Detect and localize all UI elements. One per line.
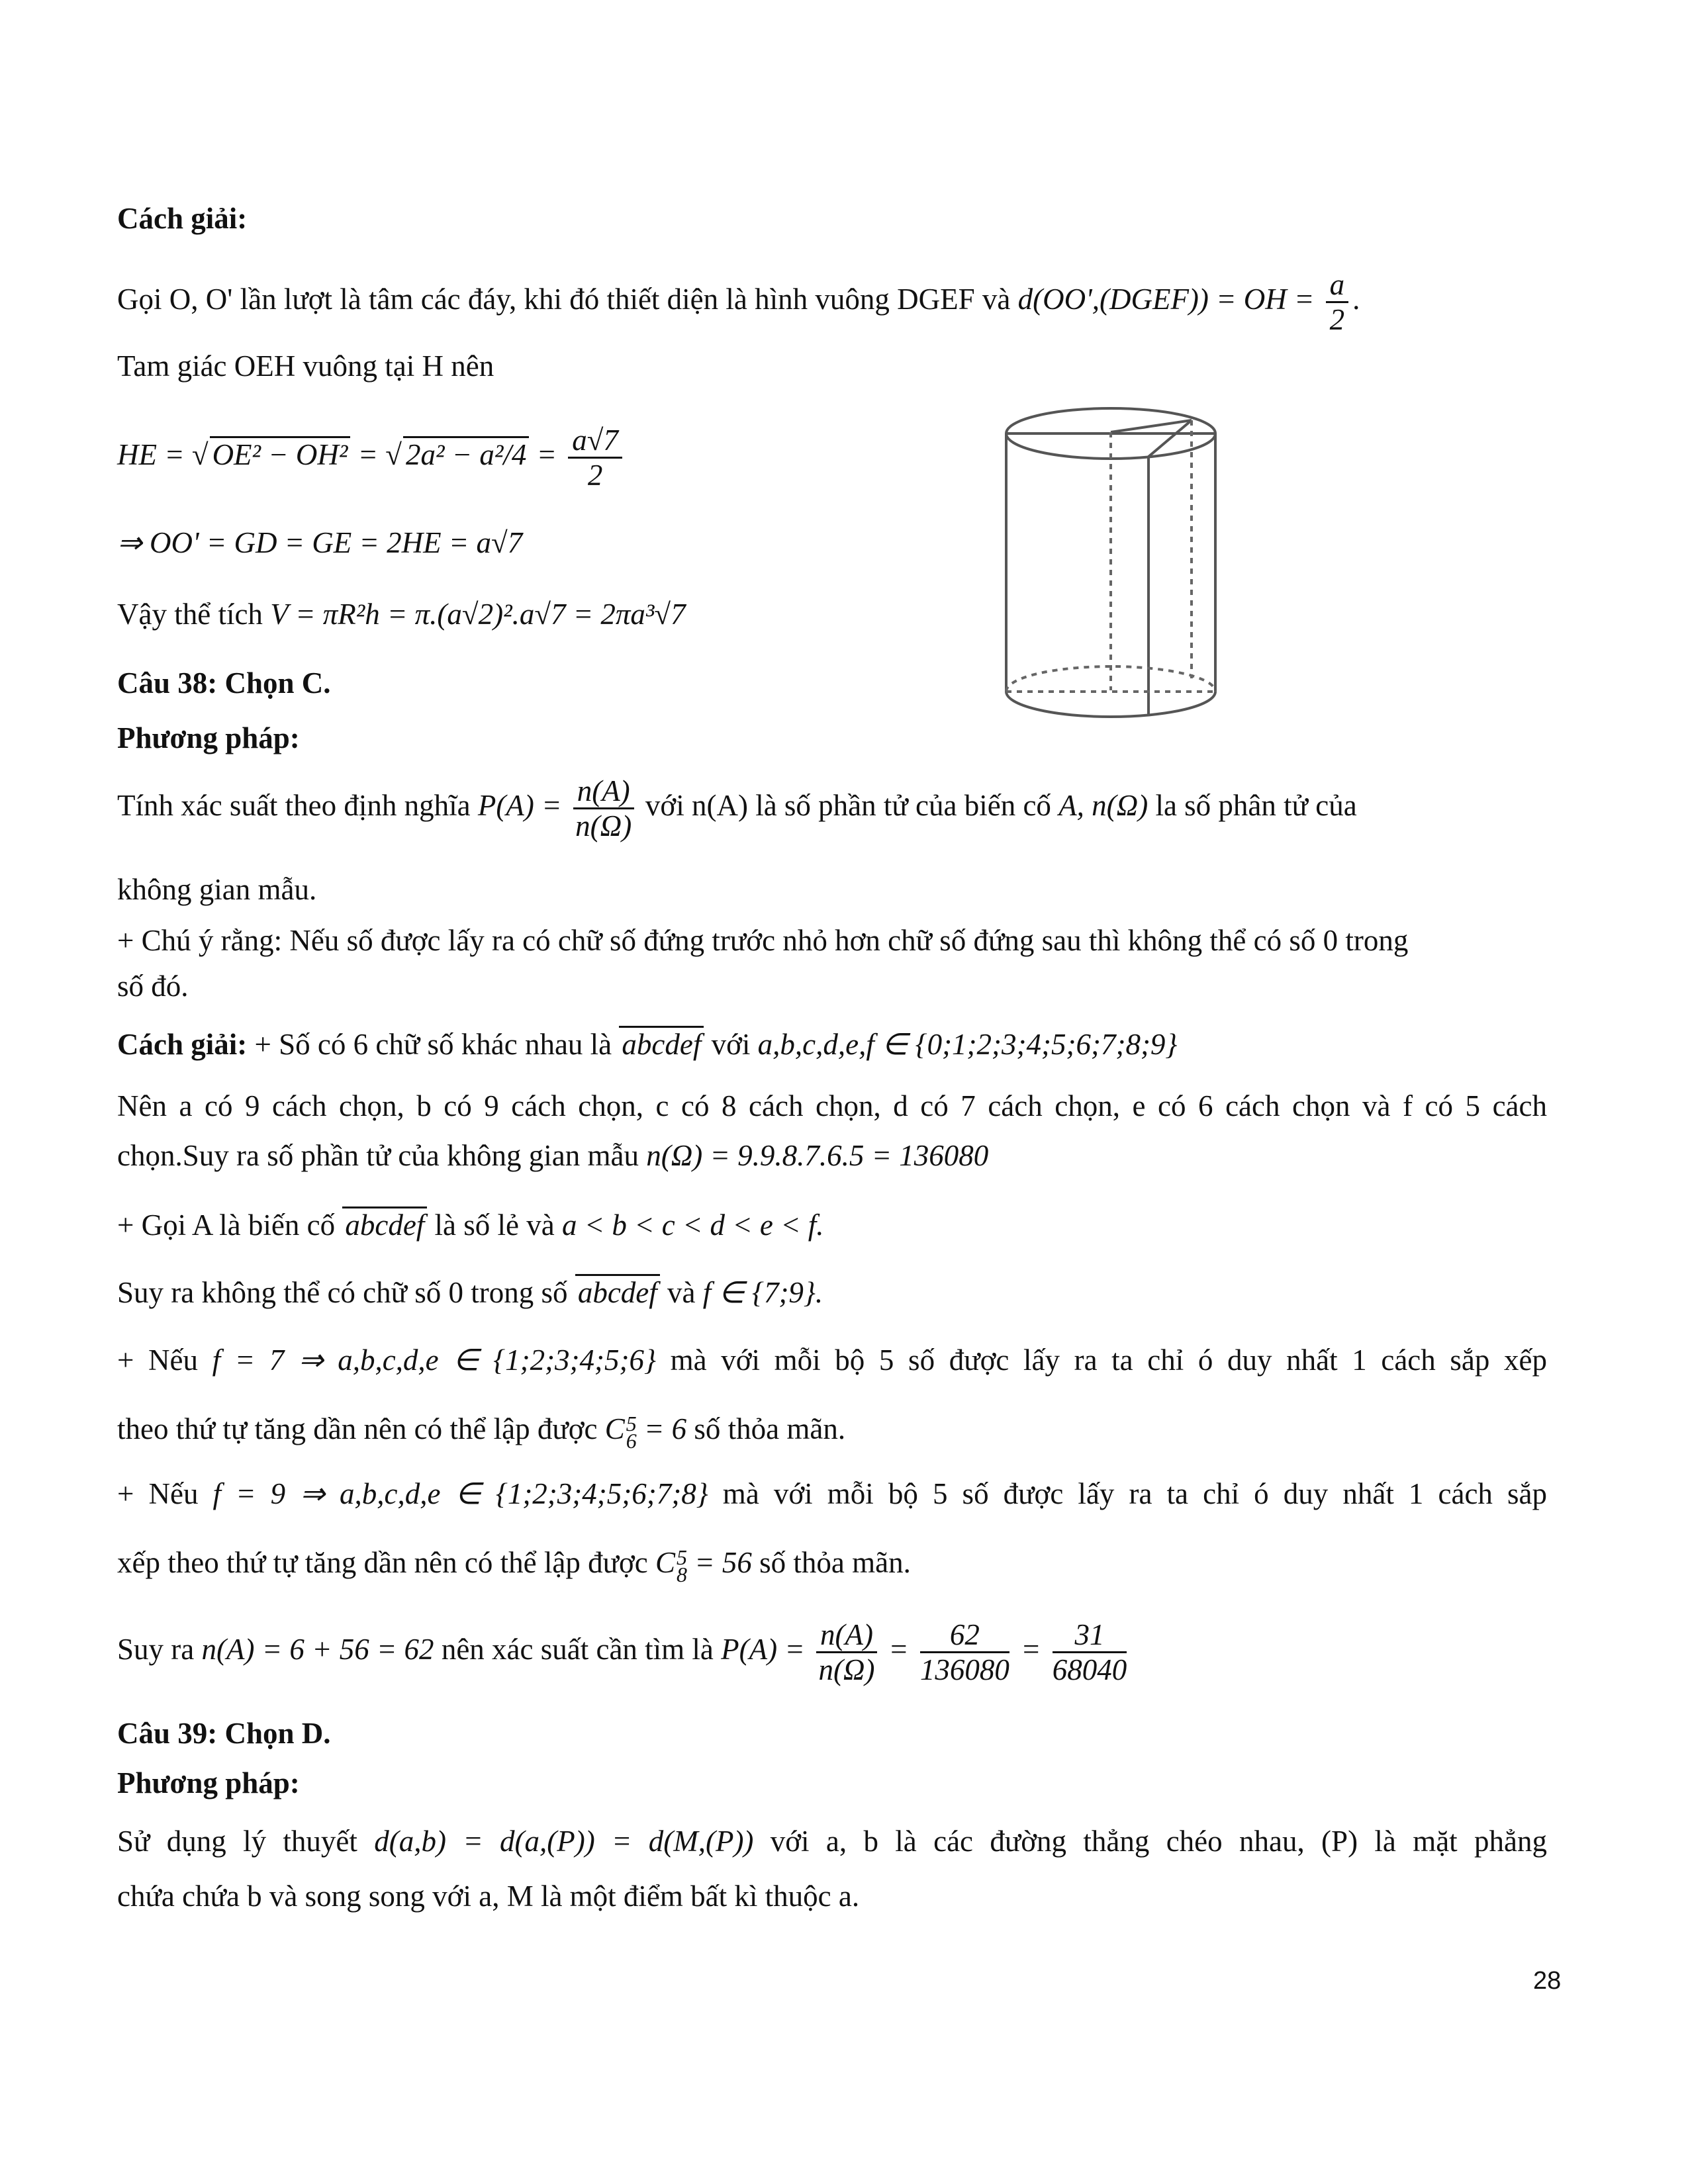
text: + Nếu <box>117 1343 212 1377</box>
math-expression: = <box>880 1632 916 1666</box>
numerator: 62 <box>920 1618 1009 1653</box>
math-expression: = √ <box>350 437 402 471</box>
text: Tính xác suất theo định nghĩa <box>117 788 478 822</box>
text: la số phân tử của <box>1148 788 1357 822</box>
text-line <box>117 968 189 1005</box>
fraction <box>1053 1618 1127 1686</box>
denominator: 2 <box>1329 303 1345 336</box>
text-line <box>117 1342 1547 1379</box>
denominator: 2 <box>587 459 603 492</box>
text-line <box>117 1618 1131 1686</box>
text: mà với mỗi bộ 5 số được lấy ra ta chỉ ó duy nhất 1 cách sắp <box>708 1477 1548 1510</box>
text-line <box>117 1410 846 1453</box>
math-expression: a,b,c,d,e,f ∈ {0;1;2;3;4;5;6;7;8;9} <box>757 1028 1178 1061</box>
text-line <box>117 1544 911 1586</box>
text: mà với mỗi bộ 5 số được lấy ra ta chỉ ó duy nhất 1 cách sắp xếp <box>656 1343 1547 1377</box>
math-expression: = <box>1013 1632 1049 1666</box>
denominator: 68040 <box>1052 1653 1127 1686</box>
text-line <box>117 1823 1547 1860</box>
subscript: 8 <box>677 1562 688 1586</box>
math-expression: = 56 <box>687 1546 752 1579</box>
text: nên xác suất cần tìm là <box>434 1632 722 1666</box>
text: Tam giác OEH vuông tại H nên <box>117 349 494 383</box>
math-expression: P(A) = <box>721 1632 812 1666</box>
math-expression: ⇒ OO' = GD = GE = 2HE = a√7 <box>117 526 523 559</box>
text-line <box>117 200 247 237</box>
text: số đó. <box>117 970 189 1003</box>
math-expression: a < b < c < d < e < f. <box>561 1208 824 1242</box>
math-expression: HE = √ <box>117 437 209 471</box>
text: với <box>704 1028 758 1061</box>
heading: Câu 39: Chọn D. <box>117 1717 331 1750</box>
text-line <box>117 524 522 561</box>
text: . <box>1352 282 1360 316</box>
text: chọn.Suy ra số phần tử của không gian mẫu <box>117 1139 647 1172</box>
text: là số lẻ và <box>427 1208 562 1242</box>
heading: Phương pháp: <box>117 1766 300 1799</box>
superscript: 5 <box>626 1411 637 1435</box>
math-expression: V = πR²h = π.(a√2)².a√7 = 2πa³√7 <box>270 598 686 631</box>
heading: Câu 38: Chọn C. <box>117 666 331 700</box>
text: Suy ra không thể có chữ số 0 trong số <box>117 1276 575 1309</box>
text: + Nếu <box>117 1477 213 1510</box>
text: Suy ra <box>117 1632 202 1666</box>
text: và <box>659 1276 703 1309</box>
numerator: 31 <box>1053 1618 1127 1653</box>
math-expression: A, n(Ω) <box>1058 788 1149 822</box>
math-expression: f ∈ {7;9}. <box>702 1276 823 1309</box>
text: với n(A) là số phần tử của biến cố <box>637 788 1059 822</box>
math-expression: f = 7 ⇒ a,b,c,d,e ∈ {1;2;3;4;5;6} <box>212 1343 657 1377</box>
subscript: 6 <box>626 1428 637 1453</box>
numerator: a <box>1326 268 1349 303</box>
text-line <box>117 664 331 702</box>
numerator: n(A) <box>816 1618 877 1653</box>
numerator: a√7 <box>568 424 622 459</box>
overlined-number: abcdef <box>619 1026 704 1061</box>
superscript: 5 <box>677 1545 688 1569</box>
text-line <box>117 1764 300 1801</box>
combination-indices <box>626 1411 637 1453</box>
text-line <box>117 1087 1547 1124</box>
text: số thỏa mãn. <box>751 1546 911 1579</box>
denominator: n(Ω) <box>818 1653 875 1686</box>
overlined-number: abcdef <box>342 1206 427 1242</box>
text: không gian mẫu. <box>117 873 317 906</box>
fraction <box>1326 268 1349 336</box>
text-line <box>117 719 300 756</box>
text-line <box>117 871 316 908</box>
fraction <box>920 1618 1009 1686</box>
text: Sử dụng lý thuyết <box>117 1825 375 1858</box>
math-expression: = 6 <box>636 1412 687 1445</box>
fraction <box>816 1618 877 1686</box>
math-expression: n(A) = 6 + 56 = 62 <box>201 1632 434 1666</box>
text: xếp theo thứ tự tăng dần nên có thể lập được <box>117 1546 655 1579</box>
math-expression: = <box>529 437 565 471</box>
combination <box>604 1411 637 1453</box>
text-line <box>117 424 626 492</box>
denominator: 136080 <box>919 1653 1009 1686</box>
text-line <box>117 1715 331 1752</box>
denominator: n(Ω) <box>575 809 632 842</box>
radicand: 2a² − a²/4 <box>403 436 529 471</box>
text: Nên a có 9 cách chọn, b có 9 cách chọn, c có 8 cách chọn, d có 7 cách chọn, e có 6 cách chọn và f có 5 cách <box>117 1089 1547 1122</box>
heading: Cách giải: <box>117 1028 248 1061</box>
combination <box>655 1545 688 1586</box>
combination-indices <box>677 1545 688 1586</box>
text-line <box>117 922 1408 959</box>
text-line <box>117 347 494 385</box>
cylinder-figure <box>993 381 1238 731</box>
math-expression: P(A) = <box>477 788 569 822</box>
text-line <box>117 1274 823 1311</box>
text: Vậy thể tích <box>117 598 271 631</box>
page-number: 28 <box>1533 1967 1562 1995</box>
text: chứa chứa b và song song với a, M là một điểm bất kì thuộc a. <box>117 1880 860 1913</box>
heading: Cách giải: <box>117 202 248 235</box>
text-line <box>117 1475 1547 1512</box>
text: theo thứ tự tăng dần nên có thể lập được <box>117 1412 605 1445</box>
combination-symbol: C <box>604 1412 625 1445</box>
fraction <box>568 424 622 492</box>
numerator: n(A) <box>573 774 634 809</box>
combination-symbol: C <box>655 1546 676 1579</box>
text: + Chú ý rằng: Nếu số được lấy ra có chữ số đứng trước nhỏ hơn chữ số đứng sau thì không thể có số 0 trong <box>117 924 1409 957</box>
math-expression: f = 9 ⇒ a,b,c,d,e ∈ {1;2;3;4;5;6;7;8} <box>212 1477 708 1510</box>
math-expression: d(a,b) = d(a,(P)) = d(M,(P)) <box>374 1825 754 1858</box>
text-line <box>117 1137 988 1174</box>
radicand: OE² − OH² <box>210 436 351 471</box>
text: + Gọi A là biến cố <box>117 1208 343 1242</box>
text-line <box>117 1206 824 1244</box>
math-expression: n(Ω) = 9.9.8.7.6.5 = 136080 <box>646 1139 989 1172</box>
text: + Số có 6 chữ số khác nhau là <box>247 1028 620 1061</box>
text: số thỏa mãn. <box>686 1412 846 1445</box>
heading: Phương pháp: <box>117 721 300 754</box>
fraction <box>573 774 634 842</box>
text-line <box>117 596 686 633</box>
text-line <box>117 1878 859 1915</box>
math-expression: d(OO',(DGEF)) = OH = <box>1017 282 1322 316</box>
overlined-number: abcdef <box>575 1274 660 1309</box>
text-line <box>117 268 1360 336</box>
text-line <box>117 1026 1177 1063</box>
text-line <box>117 774 1357 842</box>
text: Gọi O, O' lần lượt là tâm các đáy, khi đó thiết diện là hình vuông DGEF và <box>117 282 1018 316</box>
text: với a, b là các đường thẳng chéo nhau, (P) là mặt phẳng <box>753 1825 1547 1858</box>
